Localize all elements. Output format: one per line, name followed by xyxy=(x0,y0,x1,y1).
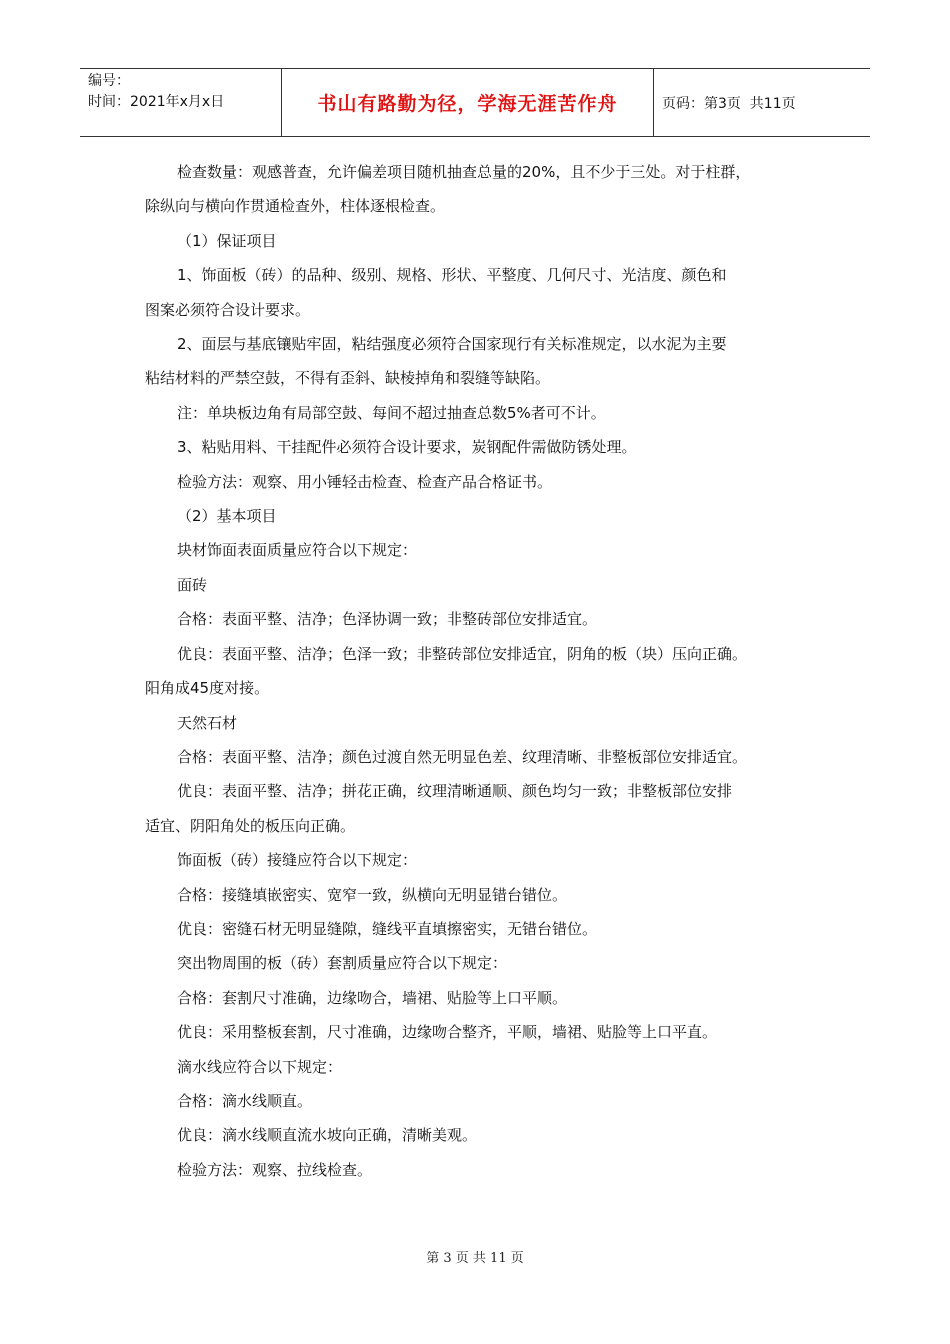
body-paragraph: 检验方法：观察、拉线检查。 xyxy=(177,1160,373,1179)
body-paragraph: 适宜、阴阳角处的板压向正确。 xyxy=(145,816,356,835)
body-paragraph: 阳角成45度对接。 xyxy=(145,679,270,698)
page-footer: 第 3 页 共 11 页 xyxy=(426,1251,524,1266)
body-paragraph: 检查数量：观感普查，允许偏差项目随机抽查总量的20%，且不少于三处。对于柱群， xyxy=(177,163,751,181)
body-paragraph: 优良：表面平整、洁净；拼花正确，纹理清晰通顺、颜色均匀一致；非整板部位安排 xyxy=(177,782,733,801)
body-paragraph: （2）基本项目 xyxy=(177,507,277,526)
body-paragraph: 3、粘贴用料、干挂配件必须符合设计要求，炭钢配件需做防锈处理。 xyxy=(177,438,637,457)
body-paragraph: （1）保证项目 xyxy=(177,231,277,250)
body-paragraph: 粘结材料的严禁空鼓，不得有歪斜、缺棱掉角和裂缝等缺陷。 xyxy=(145,369,551,388)
page-header xyxy=(80,68,870,137)
body-paragraph: 优良：密缝石材无明显缝隙，缝线平直填擦密实，无错台错位。 xyxy=(177,919,598,938)
header-page-info xyxy=(654,69,870,136)
body-paragraph: 1、饰面板（砖）的品种、级别、规格、形状、平整度、几何尺寸、光洁度、颜色和 xyxy=(177,266,727,285)
body-paragraph: 2、面层与基底镶贴牢固，粘结强度必须符合国家现行有关标准规定，以水泥为主要 xyxy=(177,335,727,354)
body-paragraph: 图案必须符合设计要求。 xyxy=(145,300,311,319)
header-motto: 书山有路勤为径，学海无涯苦作舟 xyxy=(282,69,654,136)
header-page-label: 页码：第3页 共11页 xyxy=(662,95,796,112)
body-paragraph: 滴水线应符合以下规定： xyxy=(177,1057,343,1076)
body-paragraph: 合格：表面平整、洁净；颜色过渡自然无明显色差、纹理清晰、非整板部位安排适宜。 xyxy=(177,747,748,766)
body-paragraph: 合格：表面平整、洁净；色泽协调一致；非整砖部位安排适宜。 xyxy=(177,610,598,629)
body-paragraph: 优良：采用整板套割，尺寸准确，边缘吻合整齐，平顺，墙裙、贴脸等上口平直。 xyxy=(177,1023,718,1042)
document-body xyxy=(145,155,805,1187)
body-paragraph: 饰面板（砖）接缝应符合以下规定： xyxy=(177,851,418,870)
body-paragraph: 优良：表面平整、洁净；色泽一致；非整砖部位安排适宜，阴角的板（块）压向正确。 xyxy=(177,644,748,663)
body-paragraph: 面砖 xyxy=(177,575,208,594)
body-paragraph: 突出物周围的板（砖）套割质量应符合以下规定： xyxy=(177,954,508,973)
doc-time-label: 时间：2021年x月x日 xyxy=(88,94,225,110)
header-meta xyxy=(80,69,282,136)
body-paragraph: 合格：接缝填嵌密实、宽窄一致，纵横向无明显错台错位。 xyxy=(177,885,568,904)
body-paragraph: 优良：滴水线顺直流水坡向正确，清晰美观。 xyxy=(177,1126,478,1145)
body-paragraph: 合格：滴水线顺直。 xyxy=(177,1091,313,1110)
doc-code-label: 编号： xyxy=(88,73,130,89)
body-paragraph: 块材饰面表面质量应符合以下规定： xyxy=(177,541,418,560)
body-paragraph: 注：单块板边角有局部空鼓、每间不超过抽查总数5%者可不计。 xyxy=(177,403,606,422)
body-paragraph: 天然石材 xyxy=(177,713,238,732)
body-paragraph: 合格：套割尺寸准确，边缘吻合，墙裙、贴脸等上口平顺。 xyxy=(177,988,568,1007)
body-paragraph: 检验方法：观察、用小锤轻击检查、检查产品合格证书。 xyxy=(177,472,553,491)
body-paragraph: 除纵向与横向作贯通检查外，柱体逐根检查。 xyxy=(145,197,446,216)
